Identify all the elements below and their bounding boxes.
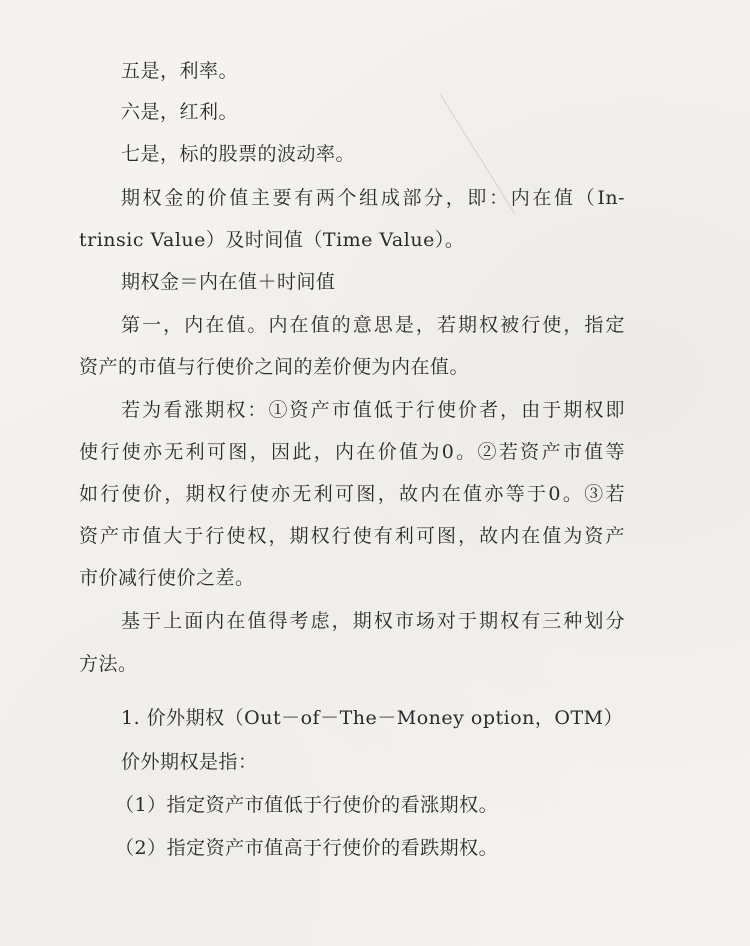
text-line-13: 市价减行使价之差。: [79, 567, 255, 589]
text-line-7: 第一，内在值。内在值的意思是，若期权被行使，指定: [121, 314, 625, 336]
text-line-14: 基于上面内在值得考虑，期权市场对于期权有三种划分: [121, 610, 625, 632]
text-line-2: 六是，红利。: [121, 101, 239, 123]
text-line-15: 方法。: [79, 653, 138, 675]
text-line-9: 若为看涨期权：①资产市值低于行使价者，由于期权即: [121, 399, 625, 421]
text-line-18: （1）指定资产市值低于行使价的看涨期权。: [115, 794, 499, 816]
text-line-6: 期权金＝内在值＋时间值: [121, 271, 336, 293]
text-line-19: （2）指定资产市值高于行使价的看跌期权。: [115, 837, 499, 859]
text-line-8: 资产的市值与行使价之间的差价便为内在值。: [79, 356, 470, 378]
text-line-16: 1. 价外期权（Out－of－The－Money option，OTM）: [121, 707, 624, 729]
text-line-17: 价外期权是指：: [121, 751, 258, 773]
text-line-10: 使行使亦无利可图，因此，内在价值为0。②若资产市值等: [79, 441, 625, 463]
text-line-5: trinsic Value）及时间值（Time Value）。: [79, 229, 465, 251]
text-line-4: 期权金的价值主要有两个组成部分，即：内在值（In-: [121, 187, 625, 209]
text-line-12: 资产市值大于行使权，期权行使有利可图，故内在值为资产: [79, 525, 625, 547]
text-line-3: 七是，标的股票的波动率。: [121, 143, 356, 165]
text-line-11: 如行使价，期权行使亦无利可图，故内在值亦等于0。③若: [79, 483, 625, 505]
text-line-1: 五是，利率。: [121, 60, 239, 82]
